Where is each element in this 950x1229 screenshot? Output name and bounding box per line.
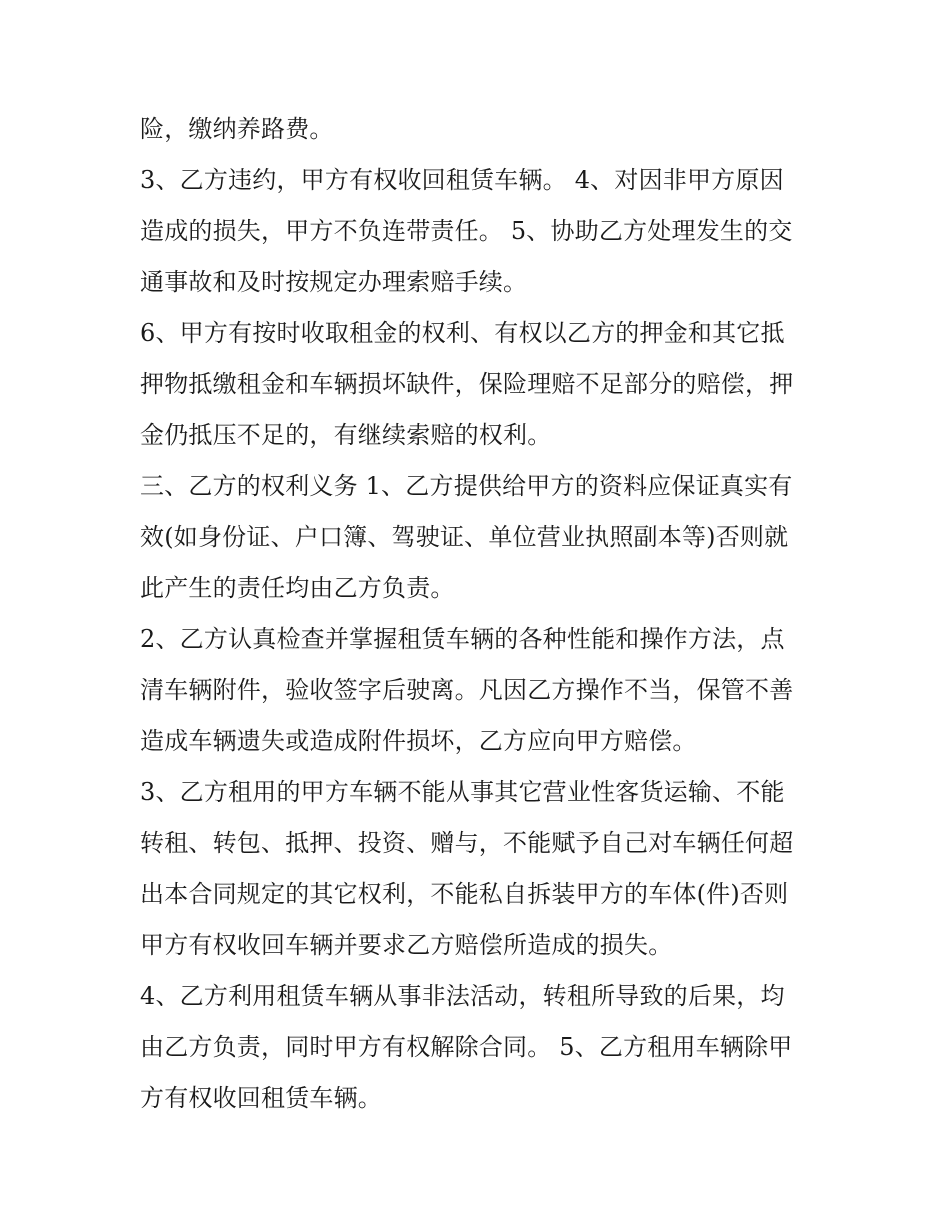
text-line: 2、乙方认真检查并掌握租赁车辆的各种性能和操作方法，点 — [140, 625, 785, 653]
text-line: 造成的损失，甲方不负连带责任。 5、协助乙方处理发生的交 — [140, 217, 793, 245]
text-line: 险，缴纳养路费。 — [140, 115, 334, 143]
text-line: 清车辆附件，验收签字后驶离。凡因乙方操作不当，保管不善 — [140, 676, 794, 704]
text-line: 三、乙方的权利义务 1、乙方提供给甲方的资料应保证真实有 — [140, 472, 793, 500]
text-line: 3、乙方违约，甲方有权收回租赁车辆。 4、对因非甲方原因 — [140, 166, 784, 194]
text-line: 效(如身份证、户口簿、驾驶证、单位营业执照副本等)否则就 — [140, 523, 789, 551]
text-line: 金仍抵压不足的，有继续索赔的权利。 — [140, 421, 552, 449]
text-line: 甲方有权收回车辆并要求乙方赔偿所造成的损失。 — [140, 931, 673, 959]
text-line: 方有权收回租赁车辆。 — [140, 1084, 382, 1112]
text-line: 通事故和及时按规定办理索赔手续。 — [140, 268, 528, 296]
document-body — [140, 104, 820, 1124]
text-line: 6、甲方有按时收取租金的权利、有权以乙方的押金和其它抵 — [140, 319, 785, 347]
text-line: 由乙方负责，同时甲方有权解除合同。 5、乙方租用车辆除甲 — [140, 1033, 793, 1061]
text-line: 转租、转包、抵押、投资、赠与，不能赋予自己对车辆任何超 — [140, 829, 794, 857]
text-line: 造成车辆遗失或造成附件损坏，乙方应向甲方赔偿。 — [140, 727, 697, 755]
text-line: 4、乙方利用租赁车辆从事非法活动，转租所导致的后果，均 — [140, 982, 785, 1010]
text-line: 3、乙方租用的甲方车辆不能从事其它营业性客货运输、不能 — [140, 778, 785, 806]
text-line: 押物抵缴租金和车辆损坏缺件，保险理赔不足部分的赔偿，押 — [140, 370, 794, 398]
text-line: 此产生的责任均由乙方负责。 — [140, 574, 455, 602]
text-line: 出本合同规定的其它权利，不能私自拆装甲方的车体(件)否则 — [140, 880, 789, 908]
